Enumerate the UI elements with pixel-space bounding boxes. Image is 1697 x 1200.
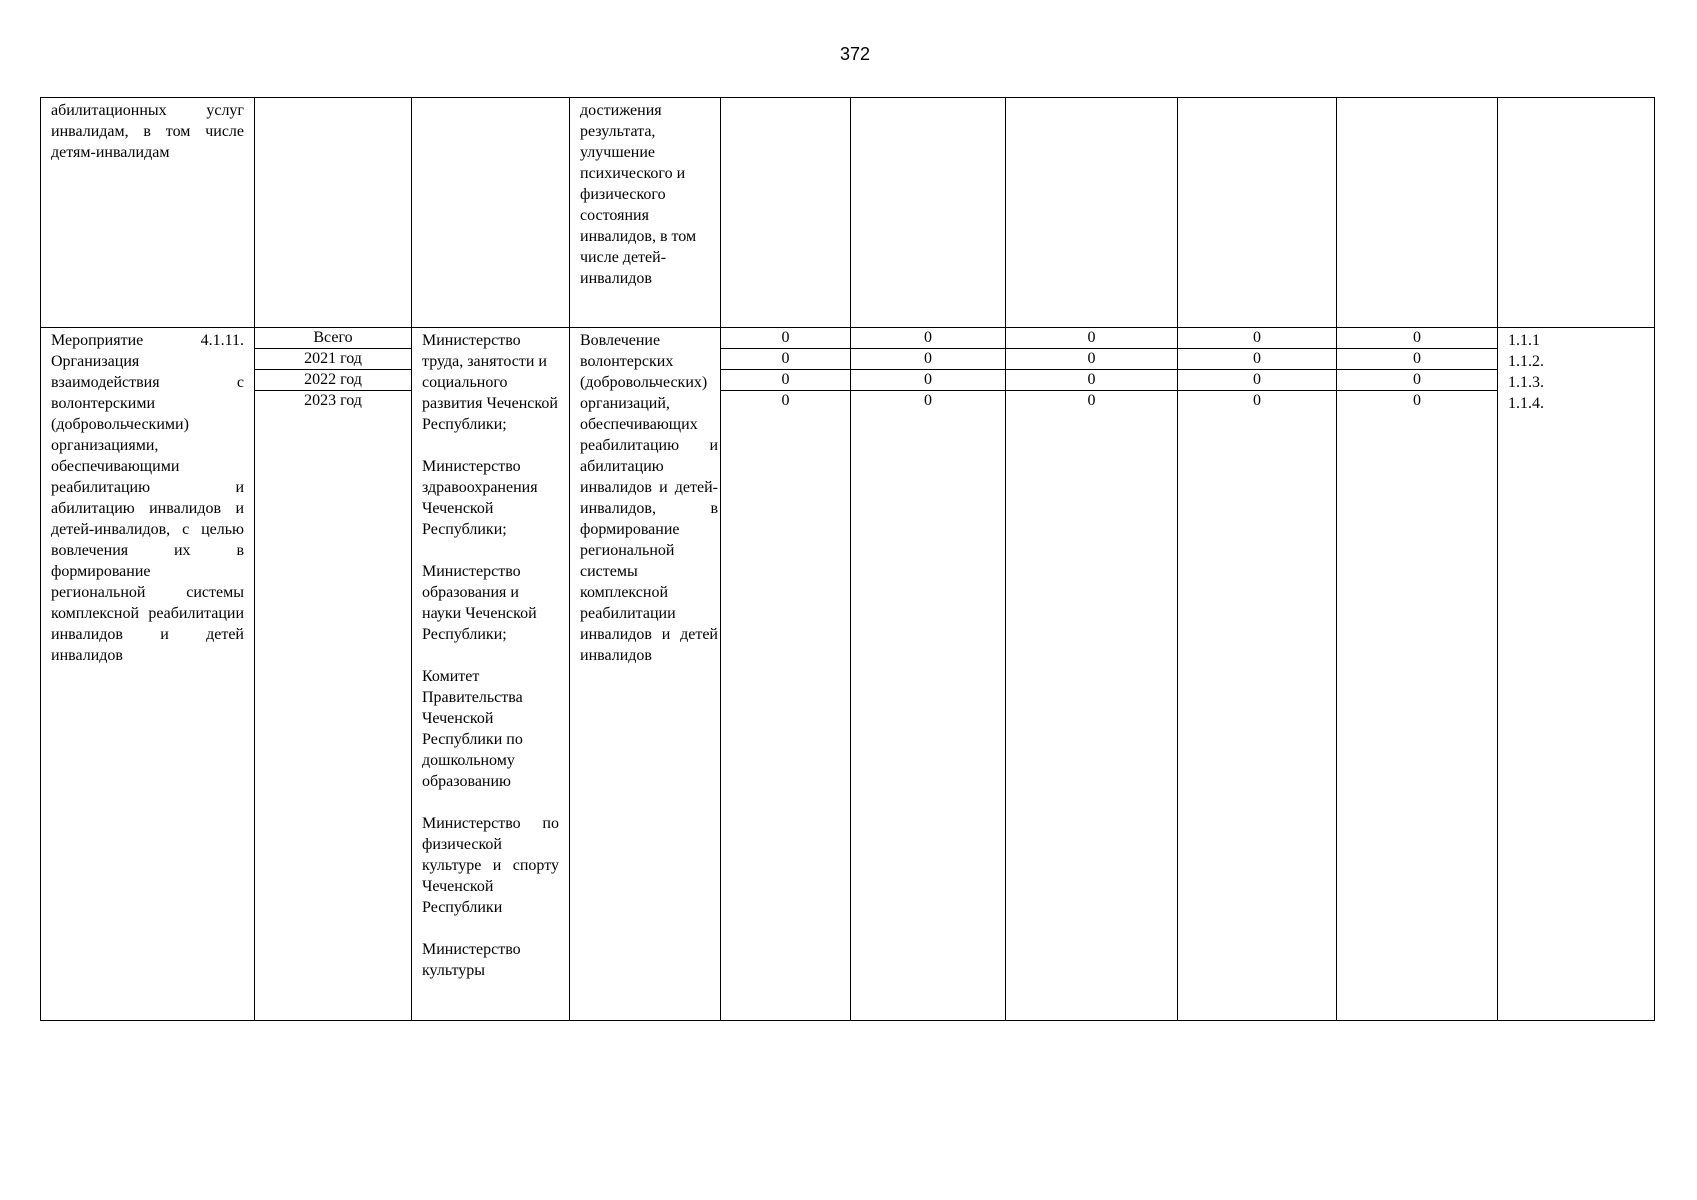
funding-value: 0 <box>1337 328 1497 349</box>
table-row-continuation <box>41 98 1655 328</box>
period-cell <box>255 98 412 328</box>
funding-value: 0 <box>1178 349 1336 370</box>
event-name-cell <box>41 98 255 328</box>
executor-labor-ministry: Министерство труда, занятости и социального развития Чеченской Республики; <box>422 332 558 433</box>
funding-cell <box>1006 98 1178 328</box>
funding-cell <box>851 328 1006 1021</box>
event-name-cell <box>41 328 255 1021</box>
period-2022: 2022 год <box>255 370 411 391</box>
indicator-code: 1.1.4. <box>1508 395 1544 412</box>
indicator-cell <box>1498 98 1655 328</box>
funding-value: 0 <box>851 370 1005 391</box>
indicator-cell <box>1498 328 1655 1021</box>
executor-education-ministry: Министерство образования и науки Чеченской Республики; <box>422 563 537 643</box>
funding-cell <box>1006 328 1178 1021</box>
funding-value: 0 <box>1087 392 1096 409</box>
funding-cell <box>1178 328 1337 1021</box>
period-2023: 2023 год <box>304 392 362 409</box>
executor-cell <box>412 328 570 1021</box>
funding-value: 0 <box>924 392 932 409</box>
funding-cell <box>1178 98 1337 328</box>
funding-value: 0 <box>721 370 850 391</box>
funding-value: 0 <box>851 328 1005 349</box>
funding-cell <box>721 98 851 328</box>
executor-preschool-committee: Комитет Правительства Чеченской Республики по дошкольному образованию <box>422 668 523 790</box>
event-name-continuation: абилитационных услуг инвалидам, в том числе детям-инвалидам <box>51 102 244 161</box>
executor-health-ministry: Министерство здравоохранения Чеченской Республики; <box>422 458 538 538</box>
executor-sports-ministry: Министерство по физической культуре и спорту Чеченской Республики <box>422 815 559 916</box>
table-row-event-4-1-11 <box>41 328 1655 1021</box>
result-cell <box>570 98 721 328</box>
executor-culture-ministry: Министерство культуры <box>422 941 521 979</box>
result-cell <box>570 328 721 1021</box>
indicator-code: 1.1.3. <box>1508 374 1544 391</box>
expected-result: Вовлечение волонтерских (добровольческих) организаций, обеспечивающих реабилитацию и абилитацию инвалидов и детей-инвалидов, в формирование региональной системы комплексной реабилитации инвалидов и детей инвалидов <box>580 332 718 664</box>
funding-value: 0 <box>1178 328 1336 349</box>
funding-cell <box>1337 328 1498 1021</box>
page-number: 372 <box>839 44 871 64</box>
funding-value: 0 <box>781 392 790 409</box>
funding-value: 0 <box>1006 370 1177 391</box>
funding-cell <box>1337 98 1498 328</box>
funding-value: 0 <box>851 349 1005 370</box>
program-events-table <box>40 97 1655 1021</box>
funding-cell <box>851 98 1006 328</box>
funding-value: 0 <box>1413 392 1421 409</box>
executor-cell <box>412 98 570 328</box>
indicator-code: 1.1.2. <box>1508 353 1544 370</box>
period-cell <box>255 328 412 1021</box>
funding-value: 0 <box>1006 328 1177 349</box>
funding-value: 0 <box>1337 370 1497 391</box>
funding-value: 0 <box>1006 349 1177 370</box>
period-2021: 2021 год <box>255 349 411 370</box>
funding-value: 0 <box>1178 370 1336 391</box>
period-total: Всего <box>255 328 411 349</box>
funding-value: 0 <box>721 328 850 349</box>
indicator-code: 1.1.1 <box>1508 332 1540 349</box>
funding-value: 0 <box>1253 392 1261 409</box>
funding-value: 0 <box>1337 349 1497 370</box>
event-name: Мероприятие 4.1.11. Организация взаимодействия с волонтерскими (добровольческими) организациями, обеспечивающими реабилитацию и абилитацию инвалидов и детей-инвалидов, с целью вовлечения их в формирование региональной системы комплексной реабилитации инвалидов и детей инвалидов <box>51 332 244 664</box>
result-continuation: достижения результата, улучшение психического и физического состояния инвалидов, в том числе детей-инвалидов <box>580 102 697 287</box>
funding-cell <box>721 328 851 1021</box>
funding-value: 0 <box>721 349 850 370</box>
